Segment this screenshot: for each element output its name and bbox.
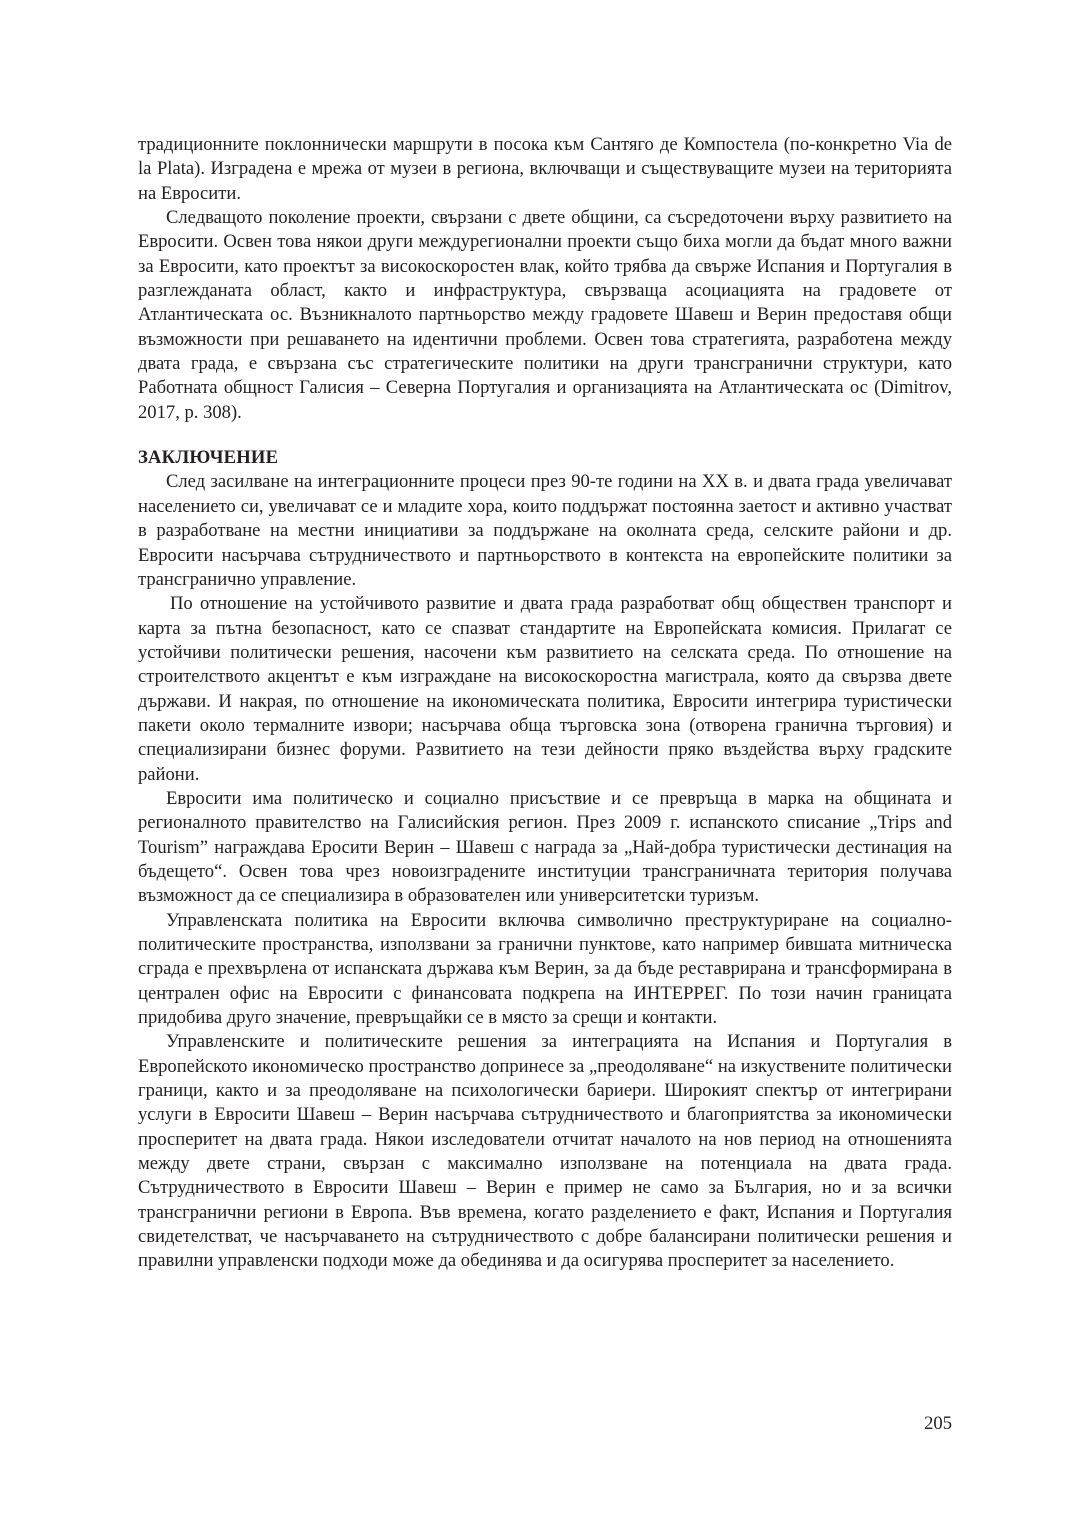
paragraph-conclusion-governance: Управленската политика на Евросити включва символично преструктуриране на социално-политическите пространства, използвани за гранични пунктове, като например бившата митническа сграда е прехвърлена от испанската държава към Верин, за да бъде реставрирана и трансформирана в централен офис на Евросити с финансовата подкрепа на ИНТЕРРЕГ. По този начин границата придобива друго значение, превръщайки се в място за срещи и контакти.: [138, 909, 952, 1029]
paragraph-conclusion-sustainability: По отношение на устойчивото развитие и двата града разработват общ обществен транспорт и карта за пътна безопасност, като се спазват стандартите на Европейската комисия. Прилагат се устойчиви политически решения, насочени към развитието на селската среда. По отношение на строителството акцентът е към изграждане на високоскоростна магистрала, която да свързва двете държави. И накрая, по отношение на икономическата политика, Евросити интегрира туристически пакети около термалните извори; насърчава обща търговска зона (отворена гранична търговия) и специализирани бизнес форуми. Развитието на тези дейности пряко въздейства върху градските райони.: [138, 593, 952, 785]
paragraph-continuation: традиционните поклоннически маршрути в посока към Сантяго де Компостела (по-конкретно Via de la Plata). Изградена е мрежа от музеи в региона, включващи и съществуващите музеи на територията на Евросити.: [138, 134, 952, 204]
paragraph-next-projects: Следващото поколение проекти, свързани с двете общини, са съсредоточени върху развитието на Евросити. Освен това някои други междурегионални проекти също биха могли да бъдат много важни за Евросити, като проектът за високоскоростен влак, който трябва да свърже Испания и Португалия в разглежданата област, както и инфраструктура, свързваща асоциацията на градовете от Атлантическата ос. Възникналото партньорство между градовете Шавеш и Верин предоставя общи възможности при решаването на идентични проблеми. Освен това стратегията, разработена между двата града, е свързана със стратегическите политики на други трансгранични структури, като Работната общност Галисия – Северна Португалия и организацията на Атлантическата ос (Dimitrov, 2017, p. 308).: [138, 207, 952, 423]
page-number: 205: [924, 1413, 952, 1434]
paragraph-conclusion-integration: След засилване на интеграционните процеси през 90-те години на XX в. и двата града увеличават населението си, увеличават се и младите хора, които поддържат постоянна заетост и активно участват в разработване на местни инициативи за поддържане на околната среда, селските райони и др. Евросити насърчава сътрудничеството и партньорството в контекста на европейските политики за трансгранично управление.: [138, 471, 952, 590]
section-heading-conclusion: ЗАКЛЮЧЕНИЕ: [138, 447, 279, 469]
page-body: [138, 133, 952, 1274]
paragraph-conclusion-final: Управленските и политическите решения за интеграцията на Испания и Португалия в Европейското икономическо пространство допринесе за „преодоляване“ на изкуствените политически граници, както и за преодоляване на психологически бариери. Широкият спектър от интегрирани услуги в Евросити Шавеш – Верин насърчава сътрудничеството и благоприятства за икономически просперитет на двата града. Някои изследователи отчитат началото на нов период на отношенията между двете страни, свързан с максимално използване на потенциала на двата града. Сътрудничеството в Евросити Шавеш – Верин е пример не само за България, но и за всички трансгранични региони в Европа. Във времена, когато разделението е факт, Испания и Португалия свидетелстват, че насърчаването на сътрудничеството с добре балансирани политически решения и правилни управленски подходи може да обединява и да осигурява просперитет за населението.: [138, 1031, 952, 1272]
paragraph-conclusion-brand: Евросити има политическо и социално присъствие и се превръща в марка на общината и регионалното правителство на Галисийския регион. През 2009 г. испанското списание „Trips and Tourism” награждава Еросити Верин – Шавеш с награда за „Най-добра туристически дестинация на бъдещето“. Освен това чрез новоизградените институции трансграничната територия получава възможност да се специализира в образователен или университетски туризъм.: [138, 787, 952, 907]
